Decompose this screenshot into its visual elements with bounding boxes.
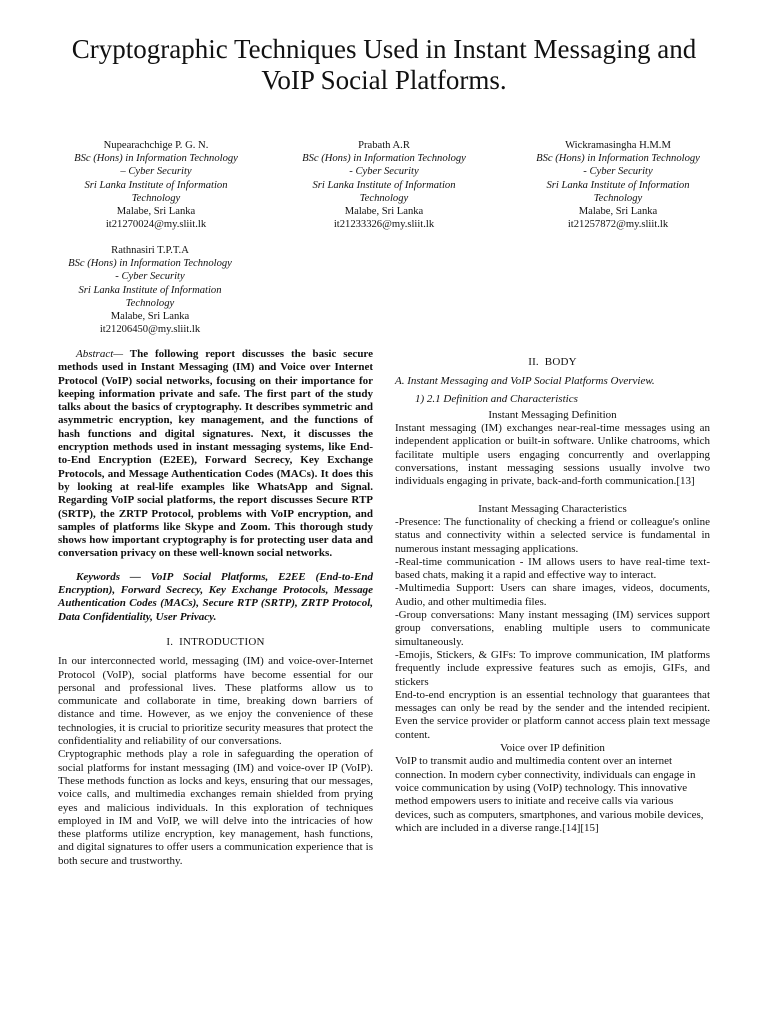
characteristic-item: -Multimedia Support: Users can share images, videos, documents, Audio, and other multimedia files. [395, 582, 710, 608]
author-program: BSc (Hons) in Information Technology [536, 153, 700, 165]
abstract-text: The following report discusses the basic secure methods used in Instant Messaging (IM) and Voice over Internet Protocol (VoIP) social networks, focusing on their importance for keeping information private and safe. The first part of the study talks about the basics of cryptography. It describes symmetric and asymmetric encryption, key management, and the functions of hash functions and digital signatures. Next, it discusses the encryption methods used in instant messaging systems, like End-to-End Encryption (E2EE), Forward Secrecy, Key Exchange Protocols, and Message Authentication Codes (MACs). It does this by looking at real-life examples like WhatsApp and Signal. Regarding VoIP social platforms, the report discusses Secure RTP (SRTP), the ZRTP Protocol, problems with VoIP encryption, and samples of platforms like Skype and Zoom. This thorough study shows how important cryptography is for protecting user data and conversation privacy on these well-known social networks. [58, 348, 373, 560]
abstract [58, 348, 373, 561]
author-block-1 [61, 139, 251, 231]
author-block-4 [55, 244, 245, 336]
body-number: II. [528, 356, 539, 368]
author-institute: Sri Lanka Institute of Information Technology [84, 179, 228, 204]
author-specialization: - Cyber Security [115, 271, 185, 283]
spacer [395, 489, 710, 503]
author-institute: Sri Lanka Institute of Information Technology [546, 179, 690, 204]
abstract-label: Abstract— [76, 348, 124, 360]
author-program: BSc (Hons) in Information Technology [302, 153, 466, 165]
author-location: Malabe, Sri Lanka [344, 206, 424, 218]
author-program: BSc (Hons) in Information Technology [68, 258, 232, 270]
characteristic-item: -Emojis, Stickers, & GIFs: To improve communication, IM platforms frequently include expressive features such as emojis, GIFs, and stickers [395, 648, 710, 688]
subsection-a-heading: A. Instant Messaging and VoIP Social Platforms Overview. [395, 375, 655, 388]
left-column [58, 348, 373, 868]
author-name: Prabath A.R [358, 140, 410, 151]
author-specialization: - Cyber Security [583, 166, 653, 178]
author-institute: Sri Lanka Institute of Information Technology [312, 179, 456, 204]
author-specialization: – Cyber Security [120, 166, 192, 178]
characteristic-item: -Presence: The functionality of checking a friend or colleague's online status and connectivity within a selected service is fundamental in numerous instant messaging applications. [395, 515, 710, 555]
author-block-2 [289, 139, 479, 231]
right-column [395, 356, 710, 835]
body-heading [395, 356, 710, 369]
author-institute: Sri Lanka Institute of Information Technology [78, 284, 222, 309]
introduction-title-rest: NTRODUCTION [182, 635, 265, 648]
introduction-number: I. [166, 635, 174, 648]
author-name: Wickramasingha H.M.M [565, 140, 671, 151]
introduction-paragraph-2: Cryptographic methods play a role in safeguarding the operation of social platforms for instant messaging (IM) and voice-over IP (VoIP). These methods function as locks and keys, ensuring that our messages, voice calls, and multimedia exchanges remain shielded from prying eyes and malicious individuals. In this exploration of techniques employed in IM and VoIP, we will delve into the intricacies of how these platforms utilize encryption, key management, hash functions, and digital signatures to offer users a communication experience that is both secure and trustworthy. [58, 748, 373, 867]
im-characteristics-title: Instant Messaging Characteristics [478, 502, 627, 515]
keywords: Keywords — VoIP Social Platforms, E2EE (End-to-End Encryption), Forward Secrecy, Key Exchange Protocols, Message Authentication Codes (MACs), Secure RTP (SRTP), ZRTP Protocol, Data Confidentiality, User Privacy. [58, 570, 373, 623]
voip-definition-text: VoIP to transmit audio and multimedia content over an internet connection. In modern cyber connectivity, individuals can engage in voice communication by using (VoIP) technology. This innovative method empowers users to initiate and receive calls via various devices, such as computers, smartphones, and various mobile devices, which are included in a diverse range.[14][15] [395, 755, 704, 834]
author-location: Malabe, Sri Lanka [110, 311, 190, 323]
body-title-rest: ODY [552, 356, 577, 368]
introduction-heading [58, 636, 373, 649]
im-definition-title: Instant Messaging Definition [488, 408, 617, 421]
characteristic-item: End-to-end encryption is an essential technology that guarantees that messages can only be read by the sender and the intended recipient. Even the service provider or platform cannot access plain text message content. [395, 688, 710, 741]
introduction-title-first: I [179, 635, 183, 648]
voip-definition-title: Voice over IP definition [500, 742, 605, 755]
author-block-3 [523, 139, 713, 231]
paper-title: Cryptographic Techniques Used in Instant Messaging and VoIP Social Platforms. [71, 34, 697, 95]
author-name: Nupearachchige P. G. N. [103, 140, 209, 151]
characteristic-item: -Group conversations: Many instant messaging (IM) services support group conversations, enabling multiple users to communicate simultaneously. [395, 609, 710, 648]
author-location: Malabe, Sri Lanka [578, 206, 658, 218]
body-title-first: B [544, 356, 553, 368]
author-location: Malabe, Sri Lanka [116, 206, 196, 218]
characteristic-item: -Real-time communication - IM allows users to have real-time text-based chats, making it a rapid and effective way to interact. [395, 555, 710, 582]
subsection-1-heading: 1) 2.1 Definition and Characteristics [415, 392, 578, 405]
author-email: it21206450@my.sliit.lk [99, 324, 201, 336]
author-email: it21233326@my.sliit.lk [333, 219, 435, 231]
author-specialization: - Cyber Security [349, 166, 419, 178]
author-email: it21270024@my.sliit.lk [105, 219, 207, 231]
author-email: it21257872@my.sliit.lk [567, 219, 669, 231]
author-name: Rathnasiri T.P.T.A [111, 245, 189, 256]
author-program: BSc (Hons) in Information Technology [74, 153, 238, 165]
im-definition-text: Instant messaging (IM) exchanges near-real-time messages using an independent application or built-in software. Unlike chatrooms, which facilitate multiple users engaging concurrently and overlapping conversations, instant messaging sessions usually involve two individuals engaging in private, back-and-forth communication.[13] [395, 422, 710, 488]
introduction-paragraph-1: In our interconnected world, messaging (IM) and voice-over-Internet Protocol (VoIP), social platforms have become essential for our personal and professional lives. These platforms allow us to communicate and collaborate in time, breaking down barriers of distance and time. However, as we enjoy the convenience of these technologies, it is crucial to prioritize security measures that protect the confidentiality and reliability of our conversations. [58, 655, 373, 748]
